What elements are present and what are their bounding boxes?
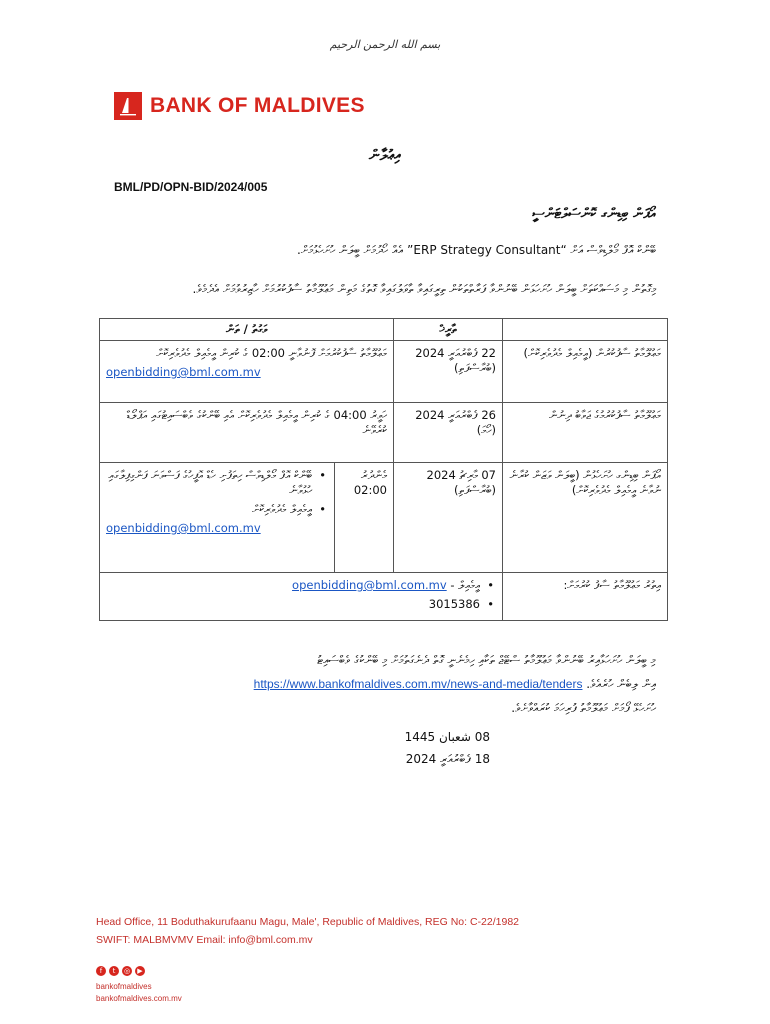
email-prefix: އީމެއިލް -: [446, 578, 480, 592]
social-icons: [96, 966, 145, 976]
table-header-row: [100, 319, 668, 341]
header-event: [503, 319, 668, 341]
contact-email-item: [106, 578, 496, 593]
email-link[interactable]: openbidding@bml.com.mv: [106, 521, 261, 535]
date-text: 22 ފެބްރުއަރީ 2024: [415, 346, 496, 360]
time-value: 02:00: [353, 483, 387, 497]
email-link[interactable]: openbidding@bml.com.mv: [106, 365, 261, 379]
note-line-1: މި ބީލަން ހުށަހަޅާއިރު ބޭނުންވާ މަޢުލޫމާތު ސްޓޭޖް ތަކާއި ހިމެނެނީ ގޮތް ދެނެގަތުމަށް މި ބޭންކުގެ ވެބްސައިޓު: [317, 653, 656, 667]
note-line-3: ހުށަހެޅޭ ފޯމަށް މަޢުލޫމާތު ފުރިހަމަ ކުރައްވާށެވެ.: [511, 701, 656, 715]
date-cell: [394, 463, 503, 573]
date-cell: [394, 341, 503, 403]
day-text: (ހޯމަ): [476, 423, 496, 437]
hijri-date: 08 شعبان 1445: [404, 730, 490, 744]
detail-cell: [100, 463, 335, 573]
footer-swift: SWIFT: MALBMVMV Email: info@bml.com.mv: [96, 934, 313, 946]
social-handle: bankofmaldives: [96, 982, 152, 991]
footer-address: Head Office, 11 Boduthakurufaanu Magu, Male', Republic of Maldives, REG No: C-22/1982: [96, 916, 520, 928]
note-line-2: އިން ލިބެން ހުރެއެވެ.: [586, 677, 656, 691]
body-paragraph: މިގޮތުން މި މަސައްކަތަށް ބީލަން ހުށަހަޅަން ބޭނުންވާ ފަރާތްތަކުން ތިރީގައިވާ ތާވަލުގައިވާ ގޮތުގެ މަތިން މަޢުލޫމާތު ސާފުކުރުމަށް ހާޒިރުވުމަށް އެދެމެވެ.: [192, 282, 656, 296]
phone-number: 3015386: [428, 597, 480, 611]
contact-phone-item: [106, 597, 496, 611]
event-cell: އޯޕަން ބިޑިންގ ހުށަހެޅުން (ބީލަން ވަޒަން ކުރާނެ ނުވާނެ އީމެއިލް މެދުވެރިކޮށް): [503, 463, 668, 573]
detail-cell: ހަވީރު 04:00 ގެ ކުރިން އީމެއިލް މެދުވެރިކޮށް އެއި ބޭންކުގެ ވެބްސައިޓުގައި އަޕްލޯޑް ކުރެވޭނެ: [100, 403, 394, 463]
detail-cell: [100, 341, 394, 403]
table-row: [100, 341, 668, 403]
announcement-heading: އިޢުލާން: [368, 146, 402, 164]
website-text: bankofmaldives.com.mv: [96, 994, 182, 1003]
event-cell: މަޢުލޫމާތު ސާފުކުރުން (އީމެއިލް މެދުވެރިކޮށް): [503, 341, 668, 403]
detail-text: މަޢުލޫމާތު ސާފުކުރުމަށް ފޮނުވާނީ 02:00 ގެ ކުރިން އީމެއިލް މެދުވެރިކޮށް: [156, 346, 387, 360]
day-text: (ބުރާސްފަތި): [454, 483, 496, 497]
day-text: (ބުރާސްފަތި): [454, 361, 496, 375]
time-label: މެންދުރު: [360, 468, 387, 482]
venue-bullet: • ބޭންކް އޮފް މޯލްޑިވްސް ހިތަފުށި ހެޑް އޮފީހުގެ ފަސްވަނަ ފަންގިފިލާގައި ހުޅުވާނެ: [106, 468, 328, 498]
contact-label: އިތުރު މަޢުލޫމާތު ސާފު ކުރުމަށް:: [503, 573, 668, 621]
date-cell: [394, 403, 503, 463]
instagram-icon[interactable]: ◎: [123, 967, 131, 975]
youtube-icon[interactable]: ▶: [135, 966, 145, 976]
date-text: 26 ފެބްރުއަރީ 2024: [415, 408, 496, 422]
closing-note: [96, 648, 656, 720]
bank-logo: [114, 90, 365, 122]
intro-line: ބޭންކް އޮފް މޯލްޑިވްސް އަށް “ERP Strategy Consultant” އެއް ހޯދުމަށް ބީލަން ހުށަހެޅުމަށް.: [297, 243, 656, 257]
contact-email-link[interactable]: openbidding@bml.com.mv: [292, 578, 447, 592]
header-time-place: ވަގުތު / ތަން: [100, 319, 394, 341]
table-row: [100, 463, 668, 573]
facebook-icon[interactable]: f: [96, 966, 106, 976]
reference-number: BML/PD/OPN-BID/2024/005: [114, 180, 268, 194]
date-text: 07 މާރިޗު 2024: [426, 468, 496, 482]
subject-title: އޯޕަން ބިޑިންގ ކޮންސަލްޓަންސީ: [532, 206, 656, 222]
time-cell: [335, 463, 394, 573]
event-cell: މަޢުލޫމާތު ސާފުކުރުމުގެ ޖަވާބު ދިނުން: [503, 403, 668, 463]
twitter-icon[interactable]: t: [109, 966, 119, 976]
bismillah: بسم الله الرحمن الرحيم: [329, 38, 441, 51]
bank-name: BANK OF MALDIVES: [150, 94, 365, 117]
tenders-link[interactable]: https://www.bankofmaldives.com.mv/news-and-media/tenders: [253, 677, 583, 691]
gregorian-date: 18 ފެބްރުއަރީ 2024: [405, 752, 490, 766]
bml-logo-icon: [114, 92, 142, 120]
schedule-table: [99, 318, 668, 621]
contact-cell: [100, 573, 503, 621]
contact-row: [100, 573, 668, 621]
email-bullet: • އީމެއިލް މެދުވެރިކޮށް: [106, 502, 328, 517]
table-row: [100, 403, 668, 463]
header-date: ތާރީޚް: [394, 319, 503, 341]
